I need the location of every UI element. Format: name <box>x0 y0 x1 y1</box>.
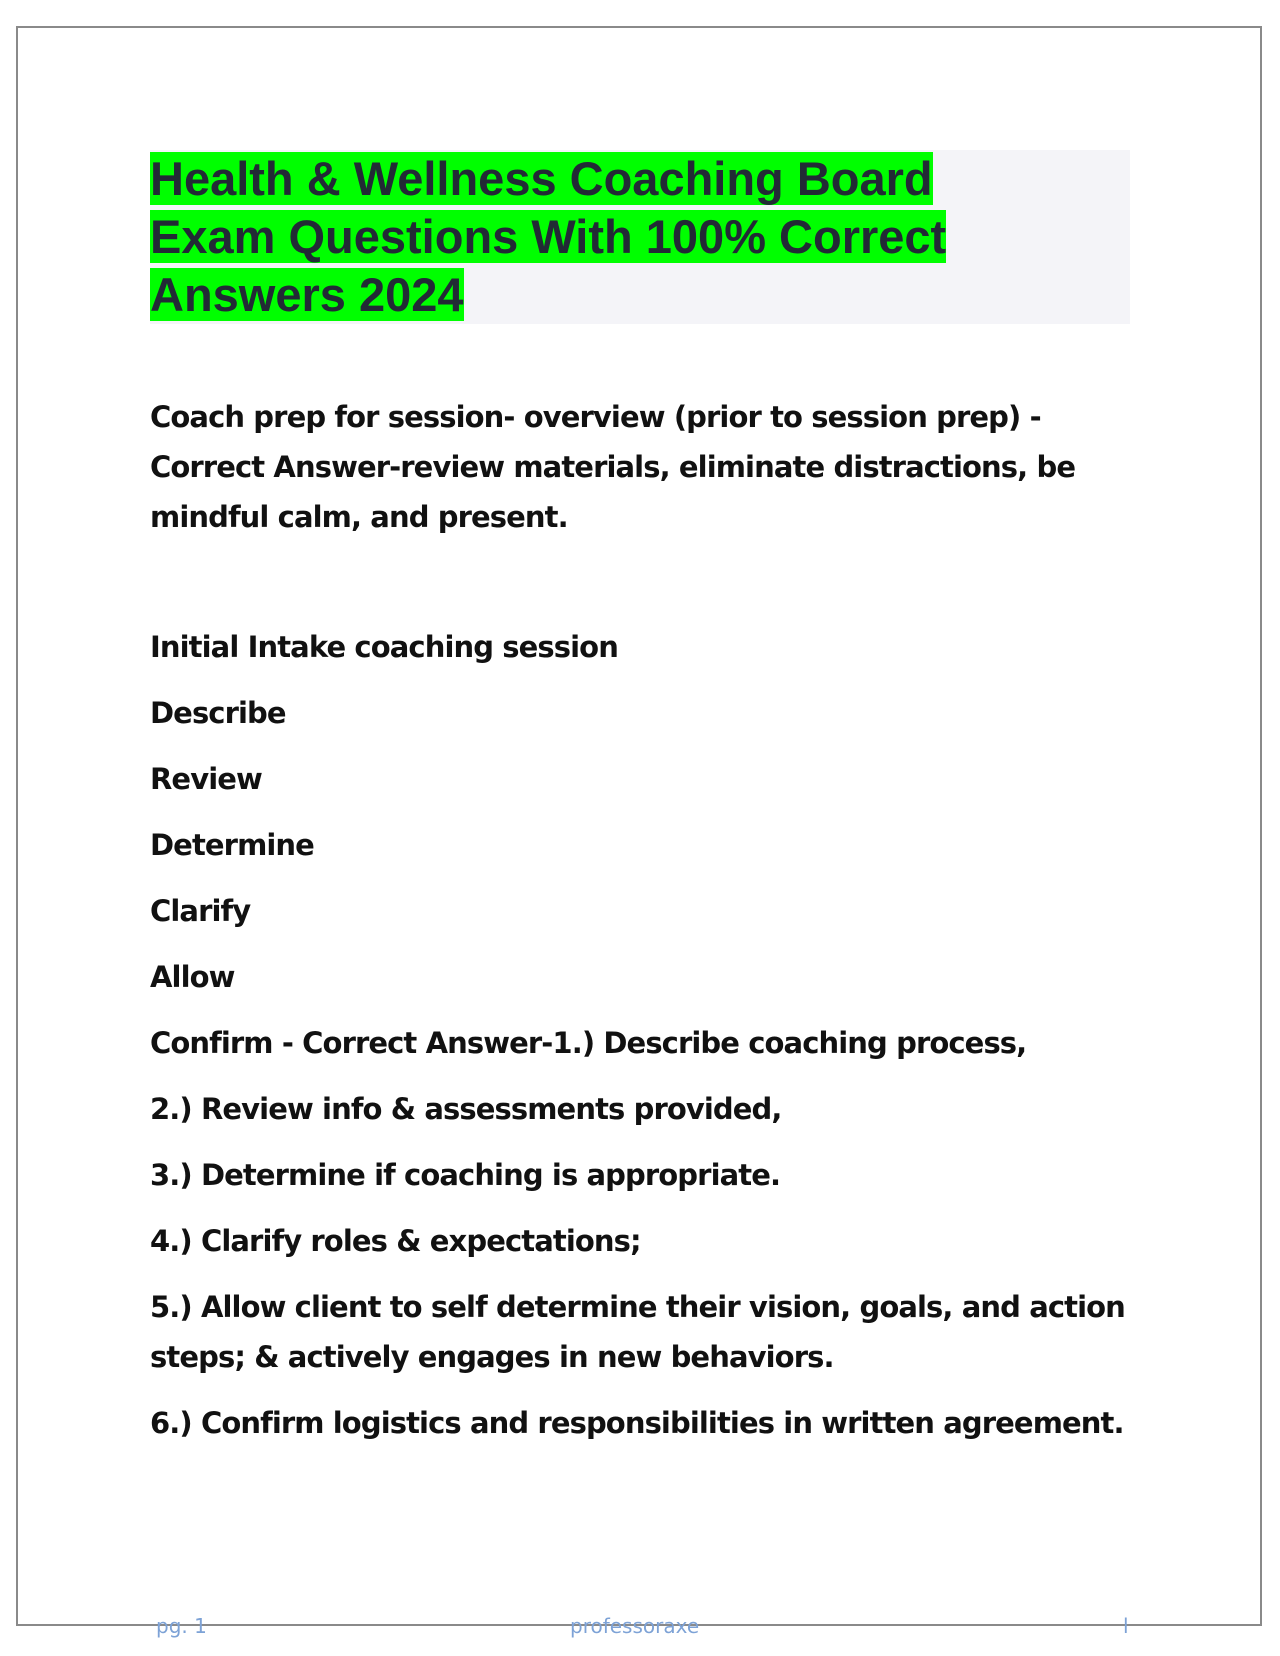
list-line-describe: Describe <box>150 696 286 730</box>
list-line-step-5: 5.) Allow client to self determine their vision, goals, and action steps; & actively engages in new behaviors. <box>150 1290 1125 1374</box>
list-line-step-3: 3.) Determine if coaching is appropriate. <box>150 1158 781 1192</box>
list-line-confirm: Confirm - Correct Answer-1.) Describe coaching process, <box>150 1026 1027 1060</box>
title-block <box>150 150 1130 324</box>
list-line-step-6: 6.) Confirm logistics and responsibilities in written agreement. <box>150 1406 1124 1440</box>
intro-paragraph: Coach prep for session- overview (prior to session prep) - Correct Answer-review materials, eliminate distractions, be mindful calm, and present. <box>150 400 1076 534</box>
footer-right-mark: l <box>1123 1614 1129 1638</box>
page-footer <box>0 1614 1280 1644</box>
list-line-intake: Initial Intake coaching session <box>150 630 618 664</box>
list-line-allow: Allow <box>150 960 235 994</box>
footer-page-number: pg. 1 <box>156 1614 207 1638</box>
footer-author: professoraxe <box>570 1614 700 1638</box>
answer-list <box>150 622 1140 1464</box>
title-line-1: Health & Wellness Coaching Board <box>150 152 933 205</box>
list-line-review: Review <box>150 762 262 796</box>
list-line-determine: Determine <box>150 828 314 862</box>
list-line-clarify: Clarify <box>150 894 251 928</box>
title-line-3: Answers 2024 <box>150 268 464 321</box>
list-line-step-2: 2.) Review info & assessments provided, <box>150 1092 782 1126</box>
list-line-step-4: 4.) Clarify roles & expectations; <box>150 1224 641 1258</box>
title-line-2: Exam Questions With 100% Correct <box>150 210 947 263</box>
document-title <box>150 150 1130 324</box>
